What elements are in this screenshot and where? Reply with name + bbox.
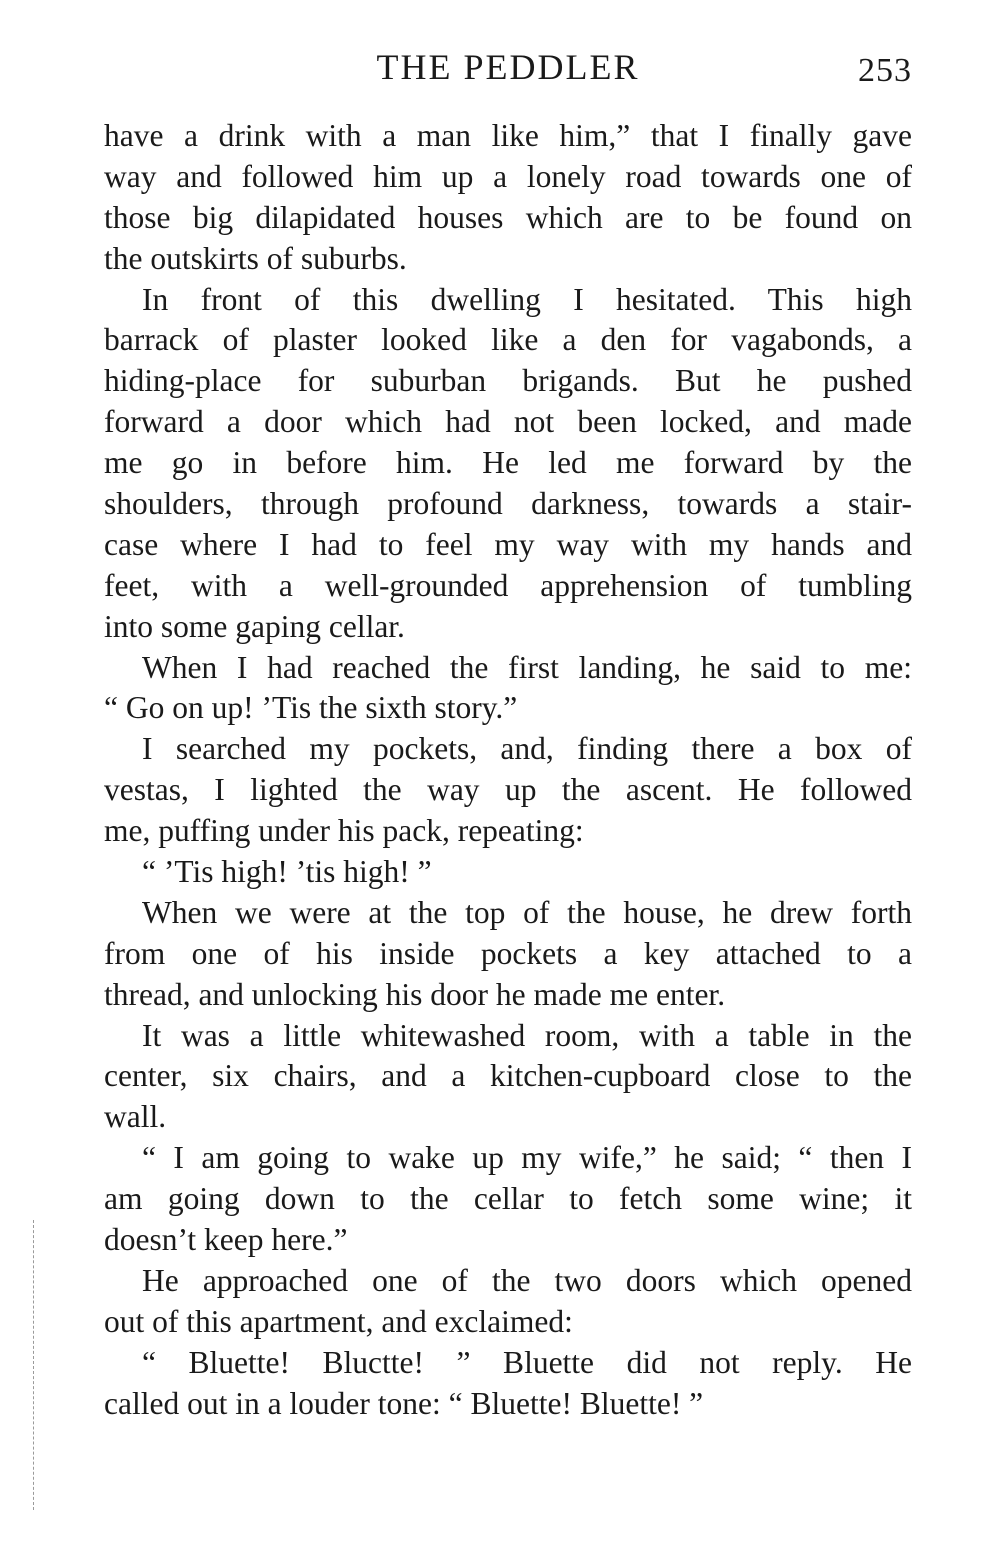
text-line: I searched my pockets, and, finding there a box of (142, 731, 912, 767)
running-title: THE PEDDLER (376, 47, 640, 87)
text-line: hiding-place for suburban brigands. But he pushed (104, 363, 912, 399)
text-line: It was a little whitewashed room, with a table in the (142, 1017, 912, 1053)
text-line: from one of his inside pockets a key attached to a (104, 935, 912, 971)
text-line: vestas, I lighted the way up the ascent. He followed (104, 772, 912, 808)
text-line: called out in a louder tone: “ Bluette! Bluette! ” (104, 1385, 704, 1421)
text-line: the outskirts of suburbs. (104, 240, 407, 276)
text-line: center, six chairs, and a kitchen-cupboard close to the (104, 1058, 912, 1094)
text-line: me go in before him. He led me forward by the (104, 445, 912, 481)
text-line: wall. (104, 1099, 167, 1135)
text-line: “ I am going to wake up my wife,” he said; “ then I (142, 1140, 912, 1176)
text-line: In front of this dwelling I hesitated. This high (142, 281, 912, 317)
text-line: way and followed him up a lonely road towards one of (104, 158, 912, 194)
text-line: case where I had to feel my way with my hands and (104, 526, 912, 562)
text-line: me, puffing under his pack, repeating: (104, 813, 584, 849)
page-number: 253 (858, 52, 912, 89)
text-line: He approached one of the two doors which opened (142, 1262, 912, 1298)
text-line: am going down to the cellar to fetch some wine; it (104, 1181, 912, 1217)
text-line: “ Bluette! Bluctte! ” Bluette did not reply. He (142, 1344, 912, 1380)
body-text (104, 116, 912, 1425)
running-head (104, 46, 912, 96)
text-line: out of this apartment, and exclaimed: (104, 1303, 573, 1339)
text-line: “ ’Tis high! ’tis high! ” (142, 854, 432, 890)
margin-rule (33, 1220, 34, 1510)
text-line: forward a door which had not been locked, and made (104, 404, 912, 440)
text-line: barrack of plaster looked like a den for vagabonds, a (104, 322, 912, 358)
text-line: “ Go on up! ’Tis the sixth story.” (104, 690, 518, 726)
text-line: have a drink with a man like him,” that I finally gave (104, 118, 912, 153)
text-line: feet, with a well-grounded apprehension of tumbling (104, 567, 912, 603)
text-line: into some gaping cellar. (104, 608, 405, 644)
text-line: When I had reached the first landing, he said to me: (142, 649, 912, 685)
text-line: those big dilapidated houses which are to be found on (104, 199, 912, 235)
text-line: shoulders, through profound darkness, towards a stair- (104, 486, 912, 522)
text-line: thread, and unlocking his door he made me enter. (104, 976, 726, 1012)
text-line: doesn’t keep here.” (104, 1222, 348, 1258)
text-line: When we were at the top of the house, he drew forth (142, 894, 912, 930)
